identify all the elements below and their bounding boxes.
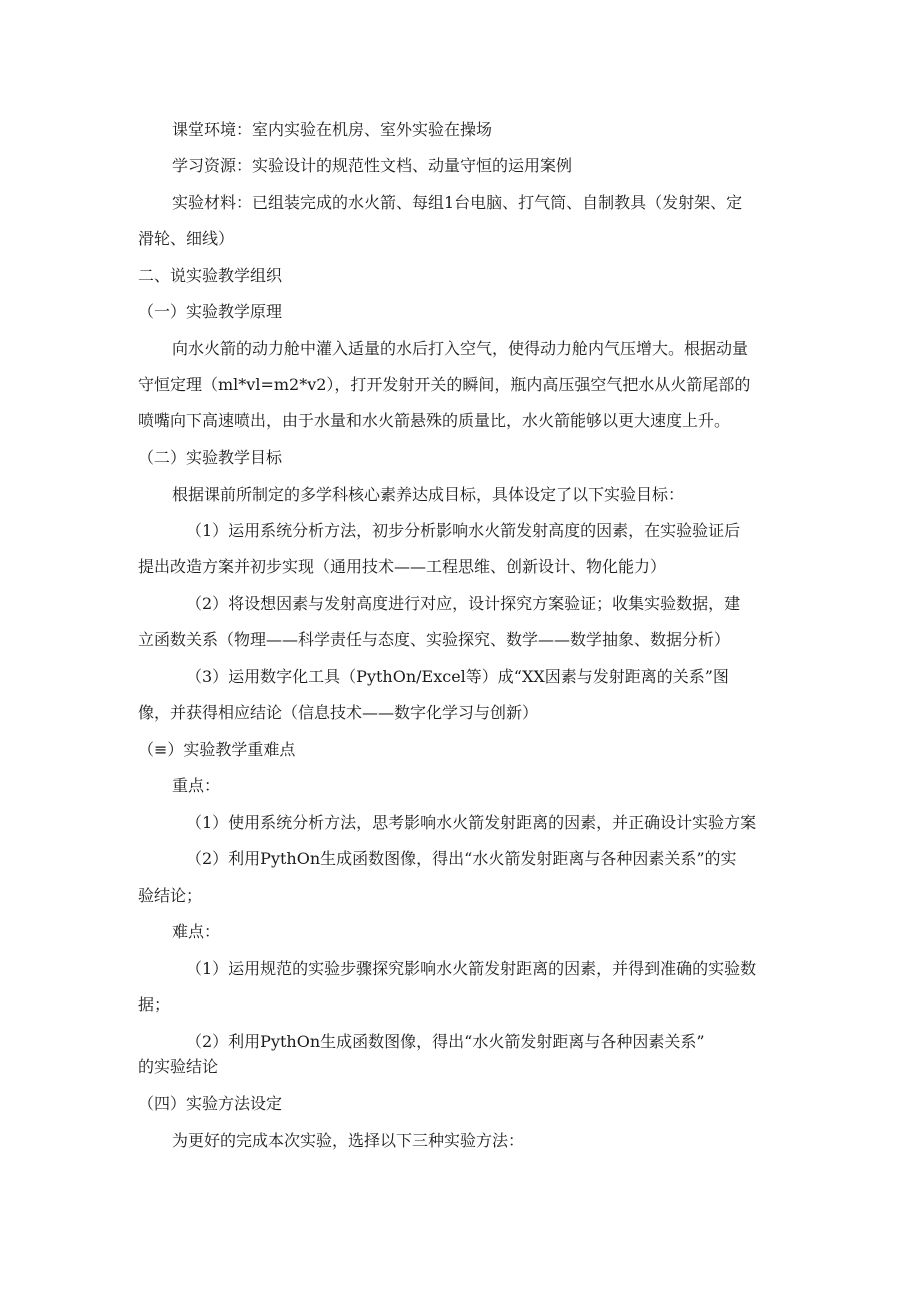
subsection-heading-principle: （一）实验教学原理 [138, 302, 283, 321]
goals-intro: 根据课前所制定的多学科核心素养达成目标，具体设定了以下实验目标： [172, 485, 685, 504]
experiment-materials-line-1: 实验材料：已组装完成的水火箭、每组1台电脑、打气筒、自制教具（发射架、定 [172, 193, 743, 212]
principle-line-1: 向水火箭的动力舱中灌入适量的水后打入空气，使得动力舱内气压增大。根据动量 [172, 339, 749, 358]
experiment-materials-line-2: 滑轮、细线） [138, 229, 235, 248]
goal-1-line-1: （1）运用系统分析方法，初步分析影响水火箭发射高度的因素，在实验验证后 [186, 521, 741, 540]
difficult-point-1-line-1: （1）运用规范的实验步骤探究影响水火箭发射距离的因素，并得到准确的实验数 [186, 959, 757, 978]
methods-intro: 为更好的完成本次实验，选择以下三种实验方法： [172, 1131, 525, 1150]
subsection-heading-keypoints: （≡）实验教学重难点 [138, 740, 296, 759]
key-point-1: （1）使用系统分析方法，思考影响水火箭发射距离的因素，并正确设计实验方案 [186, 813, 757, 832]
subsection-heading-methods: （四）实验方法设定 [138, 1094, 283, 1113]
subsection-heading-goals: （二）实验教学目标 [138, 448, 283, 467]
section-heading-organization: 二、说实验教学组织 [138, 266, 283, 285]
difficult-point-2-line-2: 的实验结论 [138, 1057, 219, 1076]
goal-2-line-1: （2）将设想因素与发射高度进行对应，设计探究方案验证；收集实验数据，建 [186, 594, 741, 613]
classroom-environment: 课堂环境：室内实验在机房、室外实验在操场 [172, 120, 493, 139]
goal-3-line-1: （3）运用数字化工具（PythOn/Excel等）成“XX因素与发射距离的关系”图 [186, 667, 729, 686]
difficult-point-1-line-2: 据； [138, 995, 171, 1014]
goal-1-line-2: 提出改造方案并初步实现（通用技术——工程思维、创新设计、物化能力） [138, 557, 667, 576]
difficult-points-label: 难点： [172, 922, 221, 941]
key-point-2-line-2: 验结论； [138, 886, 203, 905]
key-point-2-line-1: （2）利用PythOn生成函数图像，得出“水火箭发射距离与各种因素关系”的实 [186, 849, 737, 868]
key-points-label: 重点： [172, 776, 221, 795]
goal-3-line-2: 像，并获得相应结论（信息技术——数字化学习与创新） [138, 703, 539, 722]
principle-line-2: 守恒定理（ml*vl=m2*v2），打开发射开关的瞬间，瓶内高压强空气把水从火箭尾部的 [138, 375, 751, 394]
principle-line-3: 喷嘴向下高速喷出，由于水量和水火箭悬殊的质量比，水火箭能够以更大速度上升。 [138, 411, 731, 430]
goal-2-line-2: 立函数关系（物理——科学责任与态度、实验探究、数学——数学抽象、数据分析） [138, 630, 731, 649]
difficult-point-2-line-1: （2）利用PythOn生成函数图像，得出“水火箭发射距离与各种因素关系” [186, 1032, 705, 1051]
learning-resources: 学习资源：实验设计的规范性文档、动量守恒的运用案例 [172, 156, 573, 175]
